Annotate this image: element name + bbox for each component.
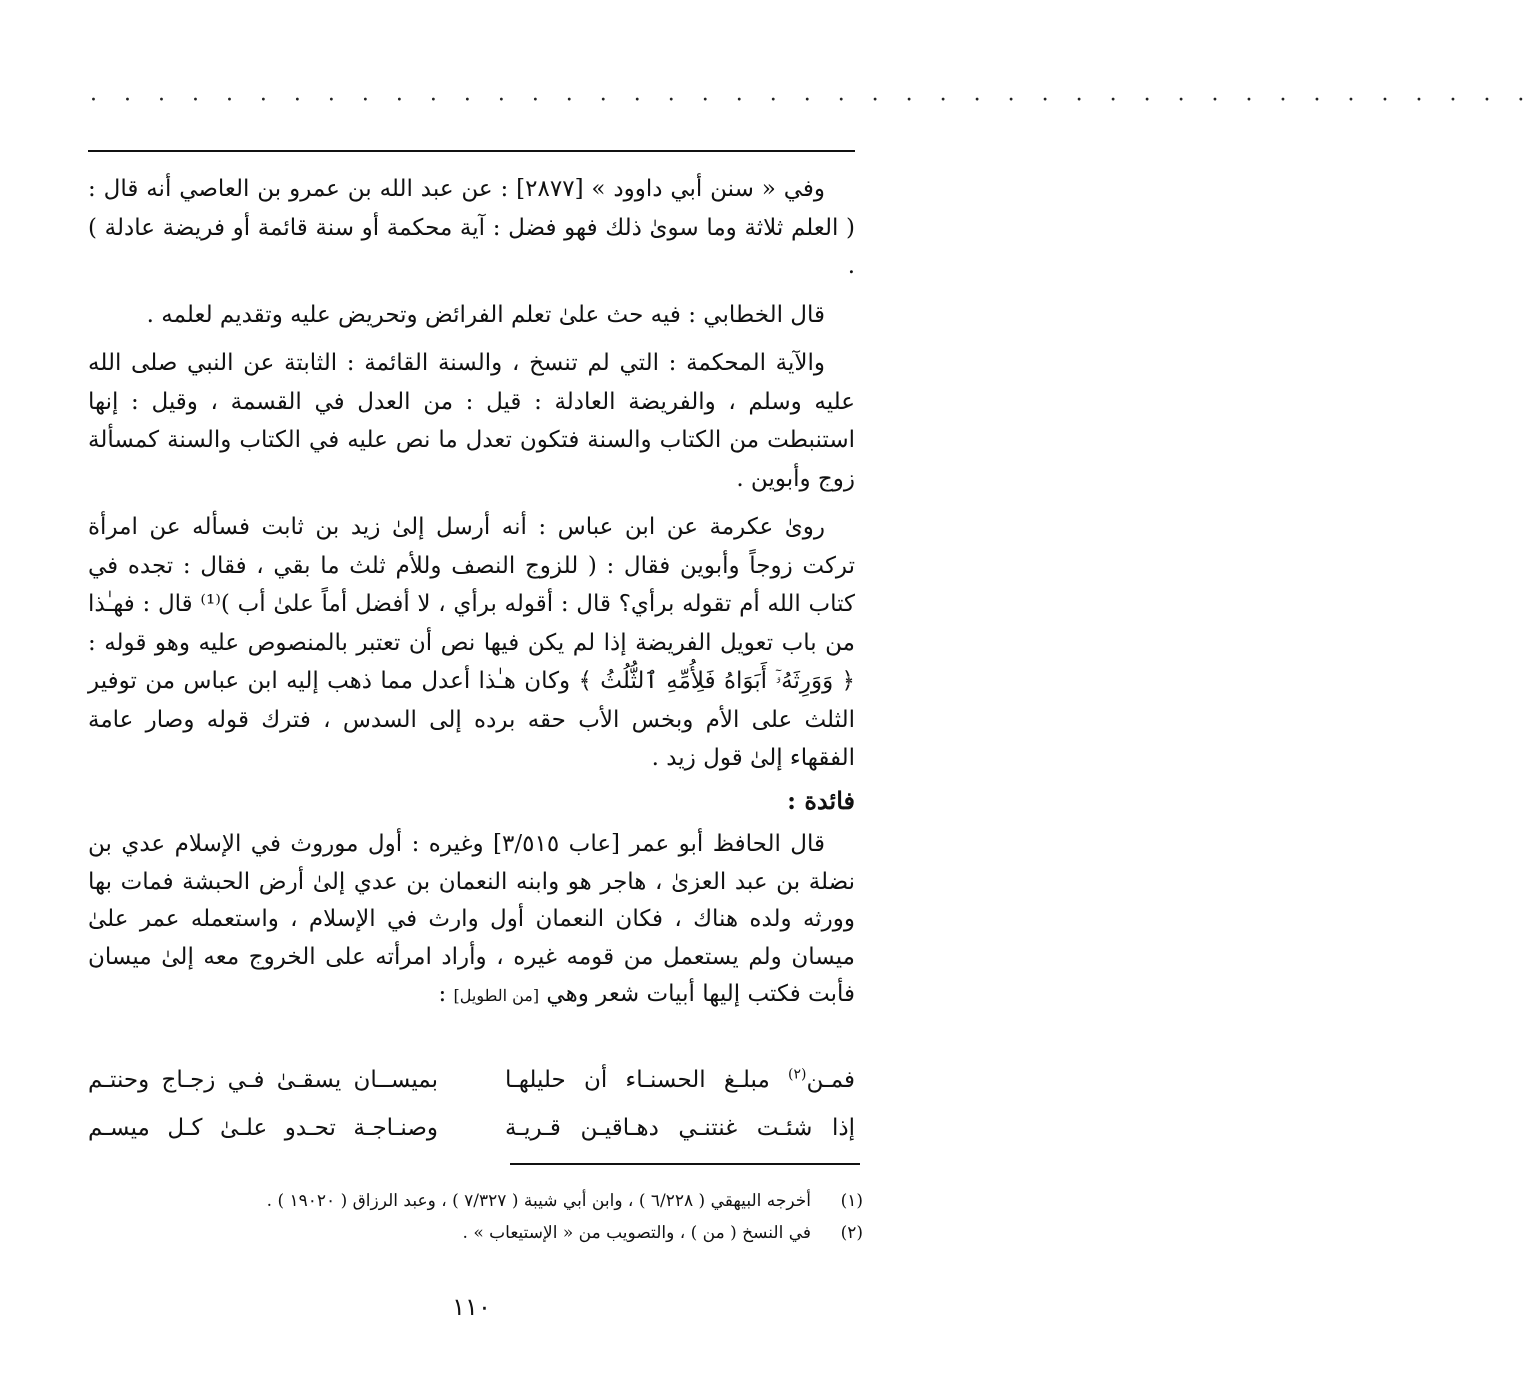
poem-first-hemistich (505, 1056, 855, 1104)
footnote (88, 1217, 863, 1249)
poem-first-hemistich (505, 1104, 855, 1152)
poem-second-hemistich: وصنـاجـة تحـدو علـىٰ كـل ميسـم (88, 1115, 438, 1141)
verse-text: مبلـغ الحسنـاء أن حليلهـا (505, 1067, 788, 1093)
header-rule (88, 150, 855, 152)
paragraph-khattabi: قال الخطابي : فيه حث علىٰ تعلم الفرائض وتحريض عليه وتقديم لعلمه . (146, 301, 825, 328)
section-title-faida: فائدة : (787, 786, 855, 815)
paragraph-abu-dawud-hadith: وفي « سنن أبي داوود » [٢٨٧٧] : عن عبد الله بن عمرو بن العاصي أنه قال : ( العلم ثلاثة وما سوىٰ ذلك فهو فضل : آية محكمة أو سنة قائمة أو فريضة عادلة ) . (88, 176, 855, 279)
verse-text: إذا شئـت غنتنـي دهـاقيـن قـريـة (505, 1115, 855, 1141)
footnotes (88, 1185, 863, 1249)
paragraph-ikrima-ibn-abbas: روىٰ عكرمة عن ابن عباس : أنه أرسل إلىٰ زيد بن ثابت فسأله عن امرأة تركت زوجاً وأبوين فقال : ( للزوج النصف وللأم ثلث ما بقي ، فقال : تجده في كتاب الله أم تقوله برأي؟ قال : أقوله برأي ، لا أفضل أماً علىٰ أب )⁽¹⁾ قال : فهـٰذا من باب تعويل الفريضة إذا لم يكن فيها نص أن تعتبر بالمنصوص عليه وهو قوله : ﴿ وَوَرِثَهُۥٓ أَبَوَاهُ فَلِأُمِّهِ ٱلثُّلُثُ ﴾ وكان هـٰذا أعدل مما ذهب إليه ابن عباس من توفير الثلث على الأم وبخس الأب حقه برده إلى السدس ، فترك قوله وصار عامة الفقهاء إلىٰ قول زيد . (88, 514, 856, 771)
footnote-text: في النسخ ( من ) ، والتصويب من « الإستيعاب » . (462, 1223, 811, 1243)
header-dots-ornament: · · · · · · · · · · · · · · · · · · · · · · · · · · · · · · · · · · · · · · · · · · · (90, 88, 1534, 113)
footnote-marker: (٢) (787, 1066, 807, 1083)
paragraph-definitions: والآية المحكمة : التي لم تنسخ ، والسنة القائمة : الثابتة عن النبي صلى الله عليه وسلم ، والفريضة العادلة : قيل : من العدل في القسمة ، وقيل : إنها استنبطت من الكتاب والسنة فتكون تعدل ما نص عليه في الكتاب والسنة كمسألة زوج وأبوين . (88, 350, 855, 492)
footnote (88, 1185, 863, 1217)
poem-verse (88, 1104, 855, 1152)
paragraph-first-inheritance (88, 826, 855, 1015)
footnote-separator (510, 1163, 860, 1165)
page-number: ١١٠ (452, 1293, 491, 1321)
footnote-text: أخرجه البيهقي ( ٦/٢٢٨ ) ، وابن أبي شيبة ( ٧/٣٢٧ ) ، وعبد الرزاق ( ١٩٠٢٠ ) . (266, 1191, 811, 1211)
poem-verse (88, 1056, 855, 1104)
faida-text: قال الحافظ أبو عمر [عاب ٣/٥١٥] وغيره : أول موروث في الإسلام عدي بن نضلة بن عبد العزىٰ ، هاجر هو وابنه النعمان بن عدي إلىٰ أرض الحبشة فمات بها وورثه ولده هناك ، فكان النعمان أول وارث في الإسلام ، واستعمله عمر علىٰ ميسان ولم يستعمل من قومه غيره ، وأراد امرأته على الخروج معه إلىٰ ميسان فأبت فكتب إليها أبيات شعر وهي (88, 831, 855, 1007)
verse-text: فمـن (806, 1067, 855, 1093)
faida-colon: : (438, 981, 454, 1007)
poetic-meter-label: [من الطويل] (453, 986, 540, 1005)
main-text (88, 170, 855, 788)
poem (88, 1056, 855, 1152)
poem-second-hemistich: بميســان يسقـىٰ فـي زجـاج وحنتـم (88, 1067, 438, 1093)
footnote-number: (١) (840, 1191, 863, 1211)
footnote-number: (٢) (840, 1223, 863, 1243)
